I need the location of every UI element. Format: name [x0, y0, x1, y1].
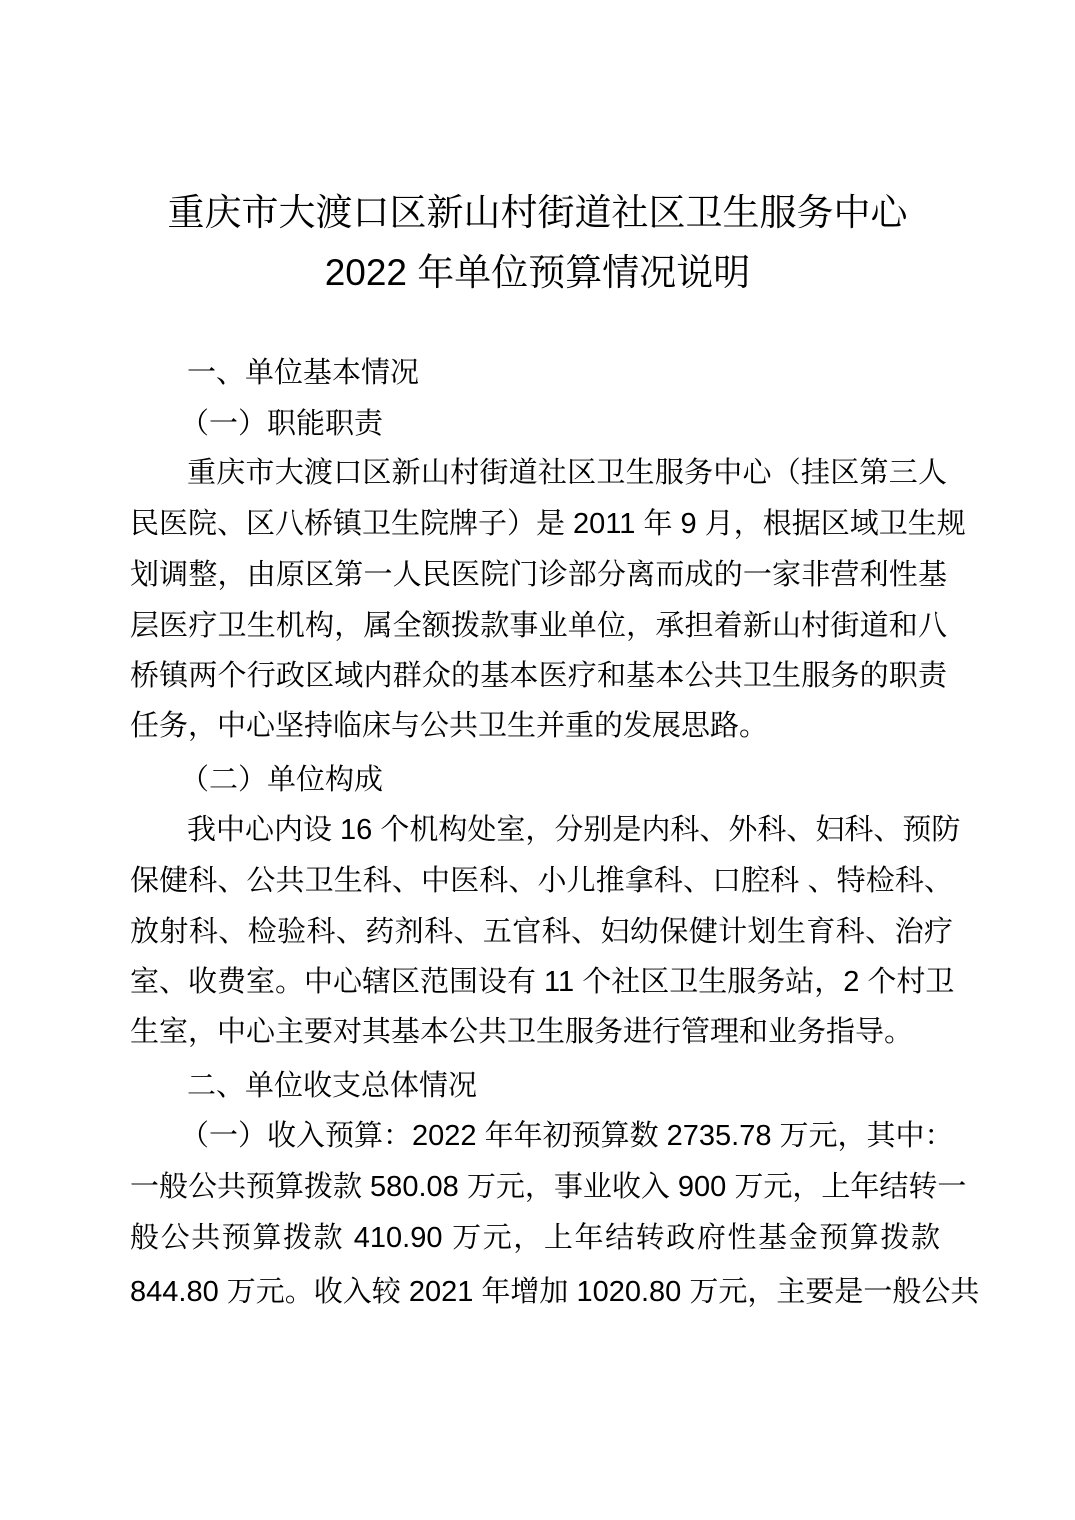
section-heading: 二、单位收支总体情况	[187, 1070, 478, 1102]
subsection-heading: （二）单位构成	[180, 764, 384, 796]
subsection-heading: （一）职能职责	[180, 408, 384, 440]
paragraph-line: 任务，中心坚持临床与公共卫生并重的发展思路。	[130, 710, 769, 742]
paragraph-line: 层医疗卫生机构，属全额拨款事业单位，承担着新山村街道和八	[130, 610, 947, 642]
paragraph-line: 保健科、公共卫生科、中医科、小儿推拿科、口腔科 、特检科、	[130, 865, 953, 897]
paragraph-line: 844.80 万元。收入较 2021 年增加 1020.80 万元，主要是一般公共	[130, 1276, 980, 1308]
paragraph-line: 生室，中心主要对其基本公共卫生服务进行管理和业务指导。	[130, 1016, 914, 1048]
paragraph-line: 一般公共预算拨款 580.08 万元，事业收入 900 万元，上年结转一	[130, 1171, 967, 1203]
paragraph-line: 民医院、区八桥镇卫生院牌子）是 2011 年 9 月，根据区域卫生规	[130, 508, 966, 540]
paragraph-line: 桥镇两个行政区域内群众的基本医疗和基本公共卫生服务的职责	[130, 660, 947, 692]
paragraph-line: 我中心内设 16 个机构处室，分别是内科、外科、妇科、预防	[187, 814, 961, 846]
paragraph-line: 室、收费室。中心辖区范围设有 11 个社区卫生服务站，2 个村卫	[130, 966, 955, 998]
paragraph-line: 划调整，由原区第一人民医院门诊部分离而成的一家非营利性基	[130, 559, 947, 591]
paragraph-line: 重庆市大渡口区新山村街道社区卫生服务中心（挂区第三人	[187, 457, 947, 489]
paragraph-line: 般公共预算拨款 410.90 万元，上年结转政府性基金预算拨款	[130, 1222, 940, 1254]
paragraph-line: 放射科、检验科、药剂科、五官科、妇幼保健计划生育科、治疗	[130, 916, 953, 948]
document-title-line-2: 2022 年单位预算情况说明	[324, 252, 751, 293]
paragraph-line: （一）收入预算：2022 年年初预算数 2735.78 万元，其中：	[180, 1120, 954, 1152]
section-heading: 一、单位基本情况	[187, 357, 420, 389]
document-title-line-1: 重庆市大渡口区新山村街道社区卫生服务中心	[167, 192, 908, 233]
